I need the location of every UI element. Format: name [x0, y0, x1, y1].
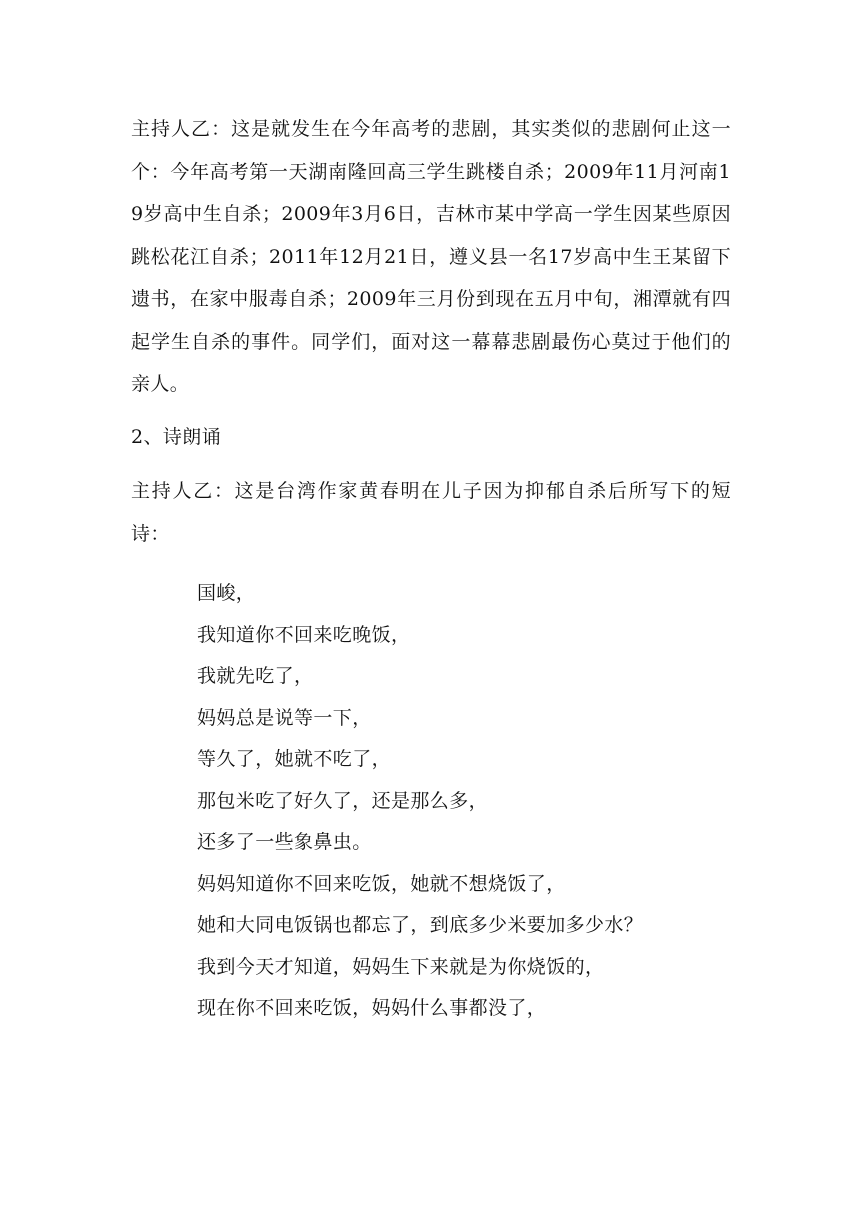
poem-line: 她和大同电饭锅也都忘了，到底多少米要加多少水？: [197, 914, 644, 936]
poem-line: 我知道你不回来吃晚饭，: [197, 623, 411, 646]
host-paragraph-1: 主持人乙：这是就发生在今年高考的悲剧，其实类似的悲剧何止这一个：今年高考第一天湖南隆回高三学生跳楼自杀；2009年11月河南19岁高中生自杀；2009年3月6日，吉林市某中学高一学生因某些原因跳松花江自杀；2011年12月21日，遵义县一名17岁高中生王某留下遗书，在家中服毒自杀；2009年三月份到现在五月中旬，湘潭就有四起学生自杀的事件。同学们，面对这一幕幕悲剧最伤心莫过于他们的亲人。: [131, 118, 731, 395]
poem-line: 国峻，: [197, 582, 256, 604]
poem-line: 还多了一些象鼻虫。: [197, 831, 372, 853]
host-paragraph-2: 主持人乙：这是台湾作家黄春明在儿子因为抑郁自杀后所写下的短诗：: [131, 480, 731, 545]
section-heading: 2、诗朗诵: [131, 425, 222, 448]
poem-line: 现在你不回来吃饭，妈妈什么事都没了，: [197, 997, 547, 1019]
poem-line: 我到今天才知道，妈妈生下来就是为你烧饭的，: [197, 955, 605, 978]
poem-line: 妈妈总是说等一下，: [197, 706, 372, 729]
poem-line: 等久了，她就不吃了，: [197, 748, 392, 770]
document-body: [131, 108, 731, 1030]
poem-line: 妈妈知道你不回来吃饭，她就不想烧饭了，: [197, 872, 566, 895]
poem-line: 我就先吃了，: [197, 665, 314, 687]
poem: [131, 573, 731, 1030]
poem-line: 那包米吃了好久了，还是那么多，: [197, 789, 489, 812]
